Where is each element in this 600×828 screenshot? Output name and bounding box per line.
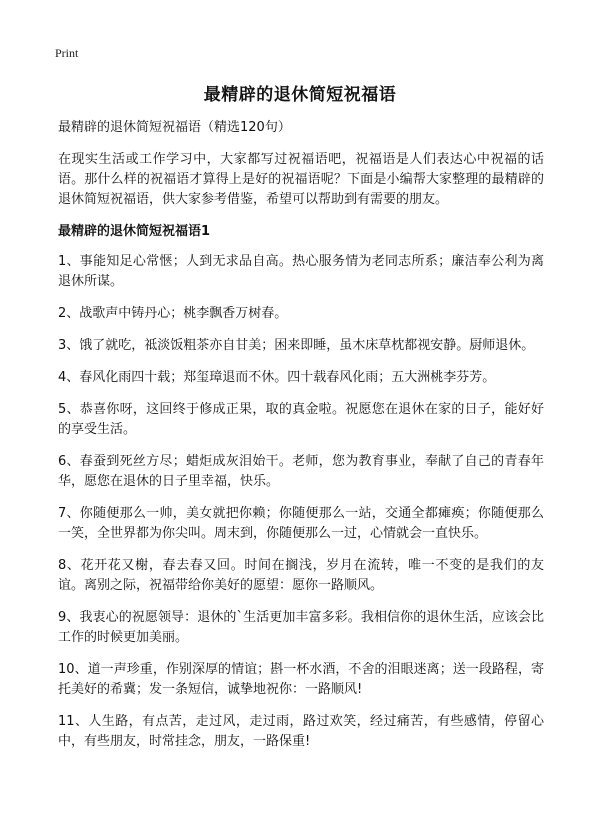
list-item: 8、花开花又榭，春去春又回。时间在搁浅，岁月在流转，唯一不变的是我们的友谊。离别之际，祝福带给你美好的愿望：愿你一路顺风。 — [58, 558, 544, 593]
list-item: 10、道一声珍重，作别深厚的情谊；斟一杯水酒，不舍的泪眼迷离；送一段路程，寄托美好的希冀；发一条短信，诚挚地祝你：一路顺风! — [58, 662, 544, 697]
list-item: 3、饿了就吃，祗淡饭粗茶亦自甘美；困来即睡，虽木床草枕都视安静。厨师退休。 — [58, 338, 535, 353]
list-item: 2、战歌声中铸丹心；桃李飘香万树春。 — [58, 306, 288, 321]
list-item: 7、你随便那么一帅，美女就把你赖；你随便那么一站，交通全都瘫痪；你随便那么一笑，全世界都为你尖叫。周末到，你随便那么一过，心情就会一直快乐。 — [58, 506, 544, 541]
intro-paragraph: 在现实生活或工作学习中，大家都写过祝福语吧，祝福语是人们表达心中祝福的话语。那什么样的祝福语才算得上是好的祝福语呢？下面是小编帮大家整理的最精辟的退休简短祝福语，供大家参考借鉴，希望可以帮助到有需要的朋友。 — [58, 152, 544, 207]
list-item: 4、春风化雨四十载；郑玺璋退而不休。四十载春风化雨；五大洲桃李芬芳。 — [58, 370, 496, 385]
section-heading: 最精辟的退休简短祝福语1 — [58, 224, 211, 239]
list-item: 1、事能知足心常惬；人到无求品自高。热心服务情为老同志所系；廉洁奉公利为离退休所谋。 — [58, 254, 544, 289]
list-item: 5、恭喜你呀，这回终于修成正果，取的真金啦。祝愿您在退休在家的日子，能好好的享受生活。 — [58, 402, 544, 437]
list-item: 11、人生路，有点苦，走过风，走过雨，路过欢笑，经过痛苦，有些感情，停留心中，有些朋友，时常挂念，朋友，一路保重! — [58, 714, 544, 749]
article-subtitle: 最精辟的退休简短祝福语（精选120句） — [58, 120, 291, 135]
page-title: 最精辟的退休简短祝福语 — [203, 85, 397, 105]
article-body — [58, 118, 544, 764]
list-item: 9、我衷心的祝愿领导：退休的`生活更加丰富多彩。我相信你的退休生活，应该会比工作的时候更加美丽。 — [58, 610, 544, 645]
list-item: 6、春蚕到死丝方尽；蜡炬成灰泪始干。老师，您为教育事业，奉献了自己的青春年华，愿您在退休的日子里幸福，快乐。 — [58, 454, 544, 489]
print-link[interactable]: Print — [55, 46, 79, 60]
